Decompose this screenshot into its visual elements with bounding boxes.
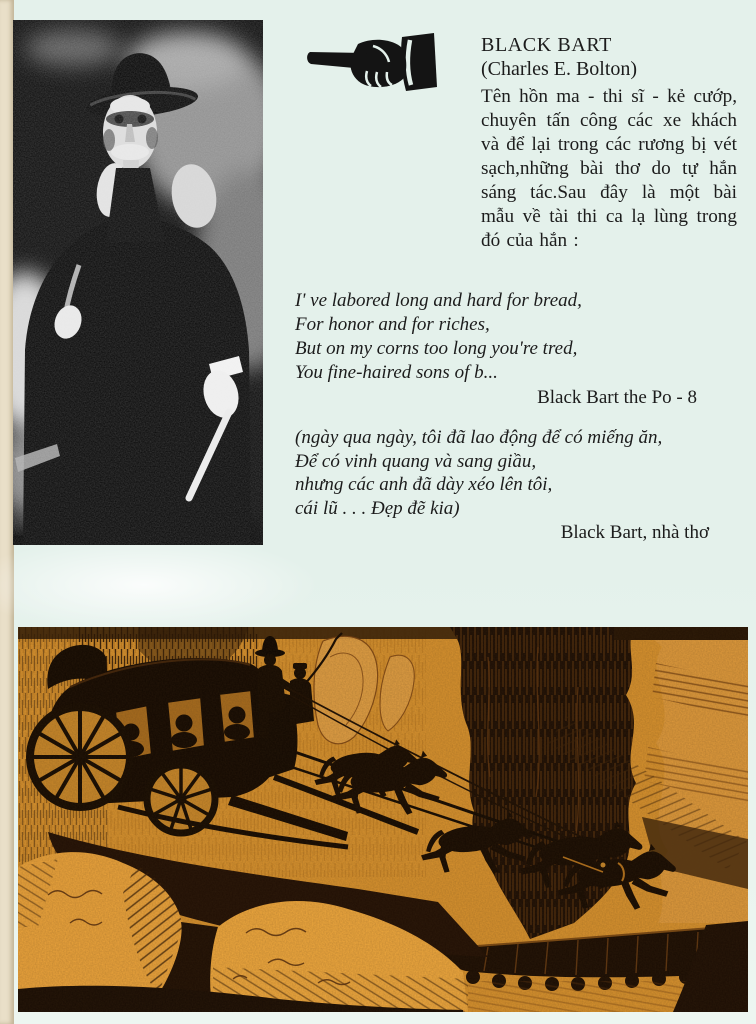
pointing-hand-icon [303, 30, 440, 94]
poem-vietnamese [295, 426, 709, 545]
poem-line: Để có vinh quang và sang giầu, [295, 450, 537, 472]
scan-light-glow [0, 535, 320, 635]
black-bart-portrait-photo [13, 20, 263, 545]
poem-line: You fine-haired sons of b... [295, 362, 498, 383]
poem-line: nhưng các anh đã dày xéo lên tôi, [295, 474, 553, 495]
poem-line: But on my corns too long you're tred, [295, 338, 578, 359]
article-header [481, 33, 739, 81]
article-subtitle: (Charles E. Bolton) [481, 58, 638, 80]
poem-attribution: Black Bart, nhà thơ [560, 522, 709, 543]
poem-line: For honor and for riches, [295, 314, 490, 335]
stagecoach-engraving [18, 627, 748, 1012]
poem-attribution: Black Bart the Po - 8 [537, 387, 697, 408]
poem-line: (ngày qua ngày, tôi đã lao động để có miếng ăn, [295, 427, 663, 448]
poem-line: cái lũ . . . Đẹp đẽ kia) [295, 497, 460, 519]
poem-line: I' ve labored long and hard for bread, [295, 290, 582, 311]
poem-english [295, 289, 697, 410]
scanned-page-edge [0, 0, 14, 1024]
article-title: BLACK BART [481, 34, 612, 56]
intro-paragraph: Tên hồn ma - thi sĩ - kẻ cướp, chuyên tấn công các xe khách và để lại trong các rương bị vét sạch,những bài thơ do tự hắn sáng tác.Sau đây là một bài mẫu về tài thi ca lạ lùng trong đó của hắn : [481, 86, 737, 251]
